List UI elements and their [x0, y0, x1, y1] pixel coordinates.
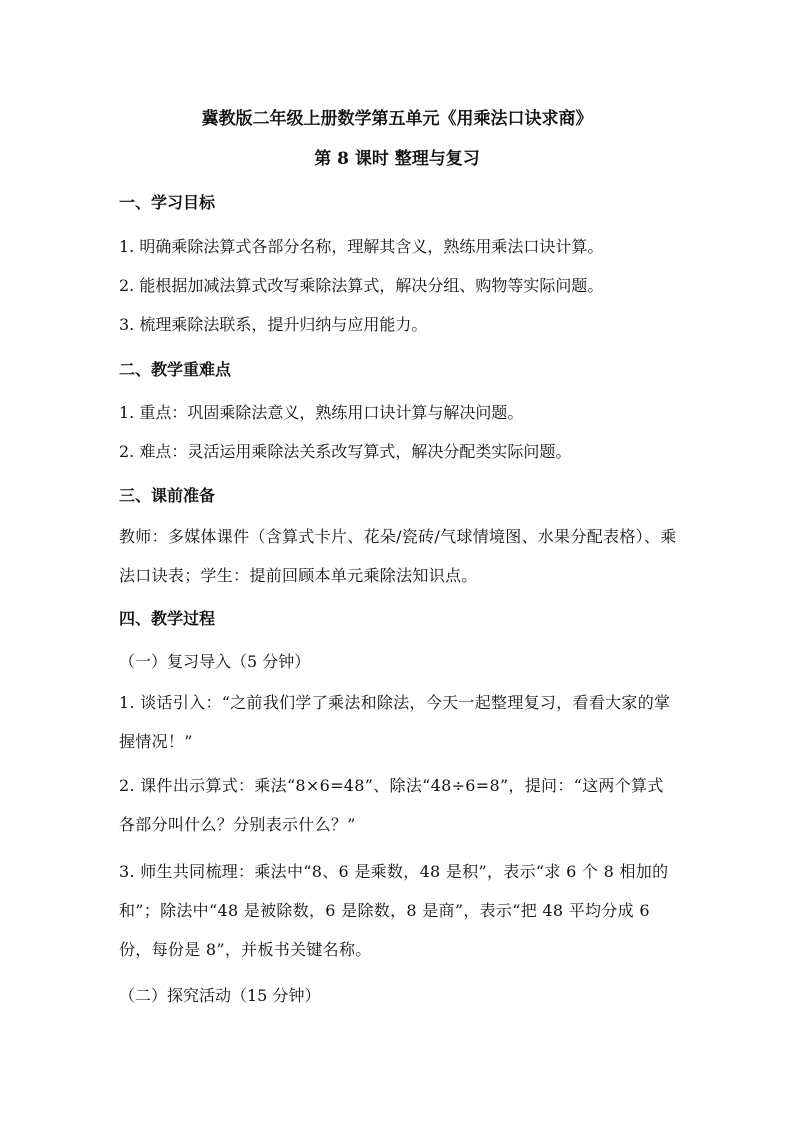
key-point-item: 1. 重点：巩固乘除法意义，熟练用口诀计算与解决问题。: [119, 403, 524, 422]
section-heading-preparation: 三、课前准备: [119, 486, 216, 505]
process-paragraph: 2. 课件出示算式：乘法“8×6=48”、除法“48÷6=8”，提问：“这两个算式各部分叫什么？分别表示什么？”: [119, 776, 664, 834]
document-title: 冀教版二年级上册数学第五单元《用乘法口诀求商》: [201, 109, 593, 129]
key-point-item: 2. 难点：灵活运用乘除法关系改写算式，解决分配类实际问题。: [119, 442, 572, 461]
preparation-paragraph: 教师：多媒体课件（含算式卡片、花朵/瓷砖/气球情境图、水果分配表格）、乘法口诀表；学生：提前回顾本单元乘除法知识点。: [119, 527, 677, 585]
process-paragraph: 1. 谈话引入：“之前我们学了乘法和除法，今天一起整理复习，看看大家的掌握情况！”: [119, 693, 671, 751]
section-heading-objectives: 一、学习目标: [119, 193, 216, 212]
subsection-heading: （一）复习导入（5 分钟）: [119, 652, 311, 671]
section-heading-key-points: 二、教学重难点: [119, 360, 232, 379]
lesson-subtitle: 第 8 课时 整理与复习: [314, 149, 480, 169]
objective-item: 3. 梳理乘除法联系，提升归纳与应用能力。: [119, 315, 428, 334]
subsection-heading: （二）探究活动（15 分钟）: [119, 986, 321, 1005]
objective-item: 1. 明确乘除法算式各部分名称，理解其含义，熟练用乘法口诀计算。: [119, 237, 604, 256]
objective-item: 2. 能根据加减法算式改写乘除法算式，解决分组、购物等实际问题。: [119, 276, 604, 295]
process-paragraph: 3. 师生共同梳理：乘法中“8、6 是乘数，48 是积”，表示“求 6 个 8 相加的和”；除法中“48 是被除数，6 是除数，8 是商”，表示“把 48 平均分成 6 份，每份是 8”，并板书关键名称。: [119, 862, 669, 959]
section-heading-process: 四、教学过程: [119, 609, 216, 628]
